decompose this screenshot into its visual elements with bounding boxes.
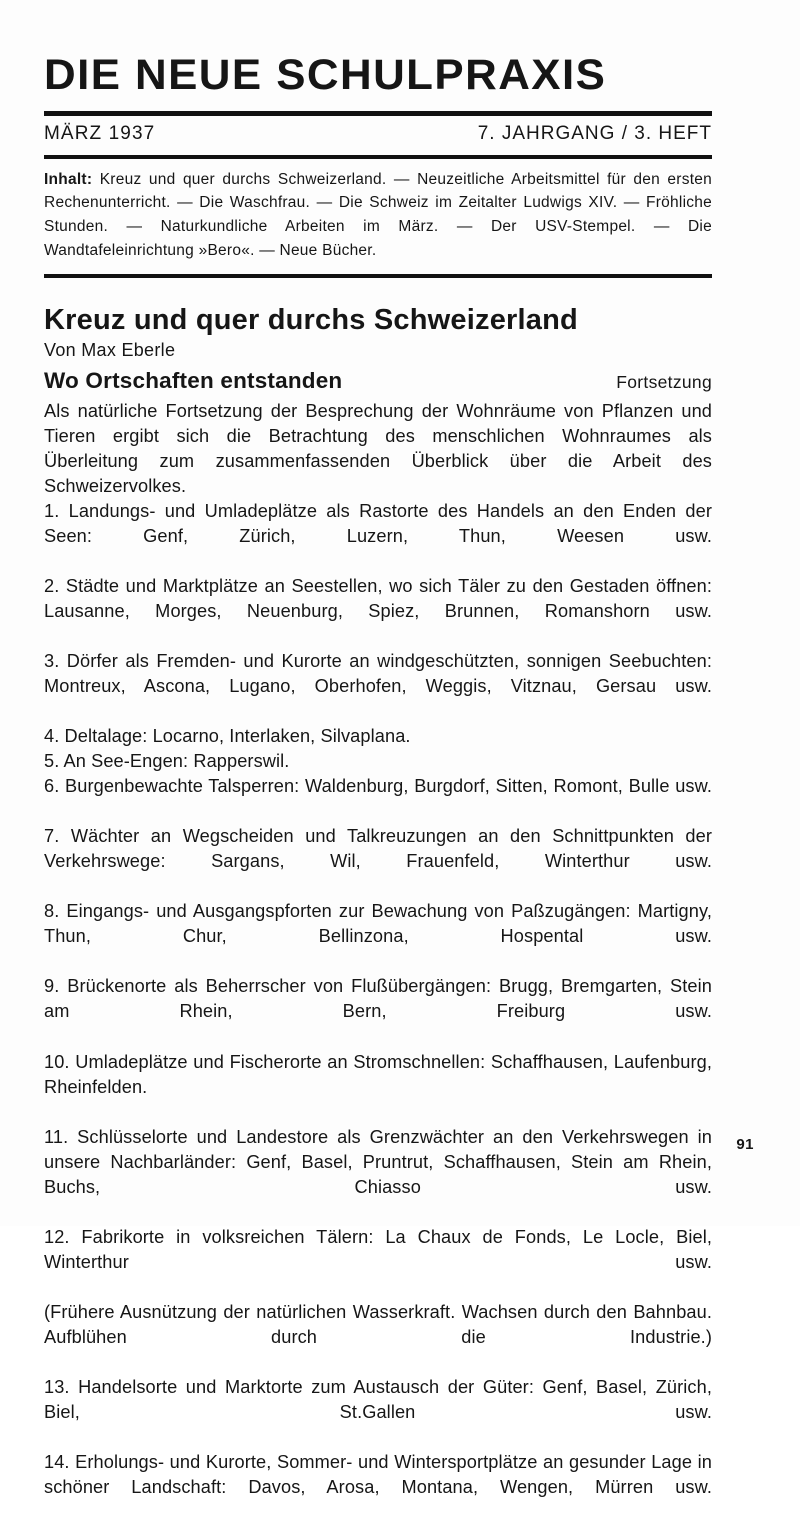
list-item: 9. Brückenorte als Beherrscher von Flußübergängen: Brugg, Bremgarten, Stein am Rhein, Bern, Freiburg usw. bbox=[44, 976, 712, 1022]
list-item: 5. An See-Engen: Rapperswil. bbox=[44, 751, 290, 772]
intro-paragraph: Als natürliche Fortsetzung der Besprechung der Wohnräume von Pflanzen und Tieren ergibt sich die Betrachtung des menschlichen Wohnraumes als Überleitung zum zusammenfassenden Überblick über die Arbeit des Schweizervolkes. bbox=[44, 401, 712, 497]
masthead-title: DIE NEUE SCHULPRAXIS bbox=[44, 51, 607, 99]
list-item: 14. Erholungs- und Kurorte, Sommer- und Wintersportplätze an gesunder Lage in schöner Landschaft: Davos, Arosa, Montana, Wengen, Mürren usw. bbox=[44, 1451, 712, 1497]
rule-below-contents bbox=[44, 274, 712, 278]
list-item: 11. Schlüsselorte und Landestore als Grenzwächter an den Verkehrswegen in unsere Nachbarländer: Genf, Basel, Pruntrut, Schaffhausen, Stein am Rhein, Buchs, Chiasso usw. bbox=[44, 1126, 712, 1197]
page-content bbox=[44, 0, 712, 1525]
issue-line bbox=[44, 116, 712, 147]
list-item: 12. Fabrikorte in volksreichen Tälern: La Chaux de Fonds, Le Locle, Biel, Winterthur usw. bbox=[44, 1226, 712, 1272]
contents-block bbox=[44, 159, 712, 267]
contents-text: Kreuz und quer durchs Schweizerland. — Neuzeitliche Arbeitsmittel für den ersten Rechenunterricht. — Die Waschfrau. — Die Schweiz im Zeitalter Ludwigs XIV. — Fröhliche Stunden. — Naturkundliche Arbeiten im März. — Der USV-Stempel. — Die Wandtafeleinrichtung »Bero«. — Neue Bücher. bbox=[44, 170, 713, 259]
list-item: 13. Handelsorte und Marktorte zum Austausch der Güter: Genf, Basel, Zürich, Biel, St.Gallen usw. bbox=[44, 1376, 712, 1422]
article-title: Kreuz und quer durchs Schweizerland bbox=[44, 304, 578, 337]
list-item: 2. Städte und Marktplätze an Seestellen, wo sich Täler zu den Gestaden öffnen: Lausanne, Morges, Neuenburg, Spiez, Brunnen, Romanshorn usw. bbox=[44, 576, 712, 622]
contents-label: Inhalt: bbox=[44, 170, 93, 188]
page-number: 91 bbox=[736, 1136, 754, 1153]
section-subhead: Wo Ortschaften entstanden bbox=[44, 368, 343, 394]
article-byline: Von Max Eberle bbox=[44, 339, 176, 360]
continuation-note: Fortsetzung bbox=[616, 372, 712, 393]
issue-date: MÄRZ 1937 bbox=[44, 122, 156, 144]
parenthetical-note: (Frühere Ausnützung der natürlichen Wasserkraft. Wachsen durch den Bahnbau. Aufblühen durch die Industrie.) bbox=[44, 1301, 712, 1347]
list-item: 1. Landungs- und Umladeplätze als Rastorte des Handels an den Enden der Seen: Genf, Zürich, Luzern, Thun, Weesen usw. bbox=[44, 501, 712, 547]
list-item: 10. Umladeplätze und Fischerorte an Stromschnellen: Schaffhausen, Laufenburg, Rheinfelden. bbox=[44, 1051, 712, 1097]
list-item: 4. Deltalage: Locarno, Interlaken, Silvaplana. bbox=[44, 726, 411, 747]
list-item: 7. Wächter an Wegscheiden und Talkreuzungen an den Schnittpunkten der Verkehrswege: Sargans, Wil, Frauenfeld, Winterthur usw. bbox=[44, 826, 712, 872]
article-body bbox=[44, 399, 712, 1525]
list-item: 6. Burgenbewachte Talsperren: Waldenburg, Burgdorf, Sitten, Romont, Bulle usw. bbox=[44, 776, 712, 797]
list-item: 3. Dörfer als Fremden- und Kurorte an windgeschützten, sonnigen Seebuchten: Montreux, Ascona, Lugano, Oberhofen, Weggis, Vitznau, Gersau usw. bbox=[44, 651, 712, 697]
numbered-list bbox=[44, 499, 712, 1525]
list-item: 8. Eingangs- und Ausgangspforten zur Bewachung von Paßzugängen: Martigny, Thun, Chur, Bellinzona, Hospental usw. bbox=[44, 901, 712, 947]
issue-volume: 7. JAHRGANG / 3. HEFT bbox=[477, 122, 712, 144]
subhead-row bbox=[44, 368, 712, 394]
